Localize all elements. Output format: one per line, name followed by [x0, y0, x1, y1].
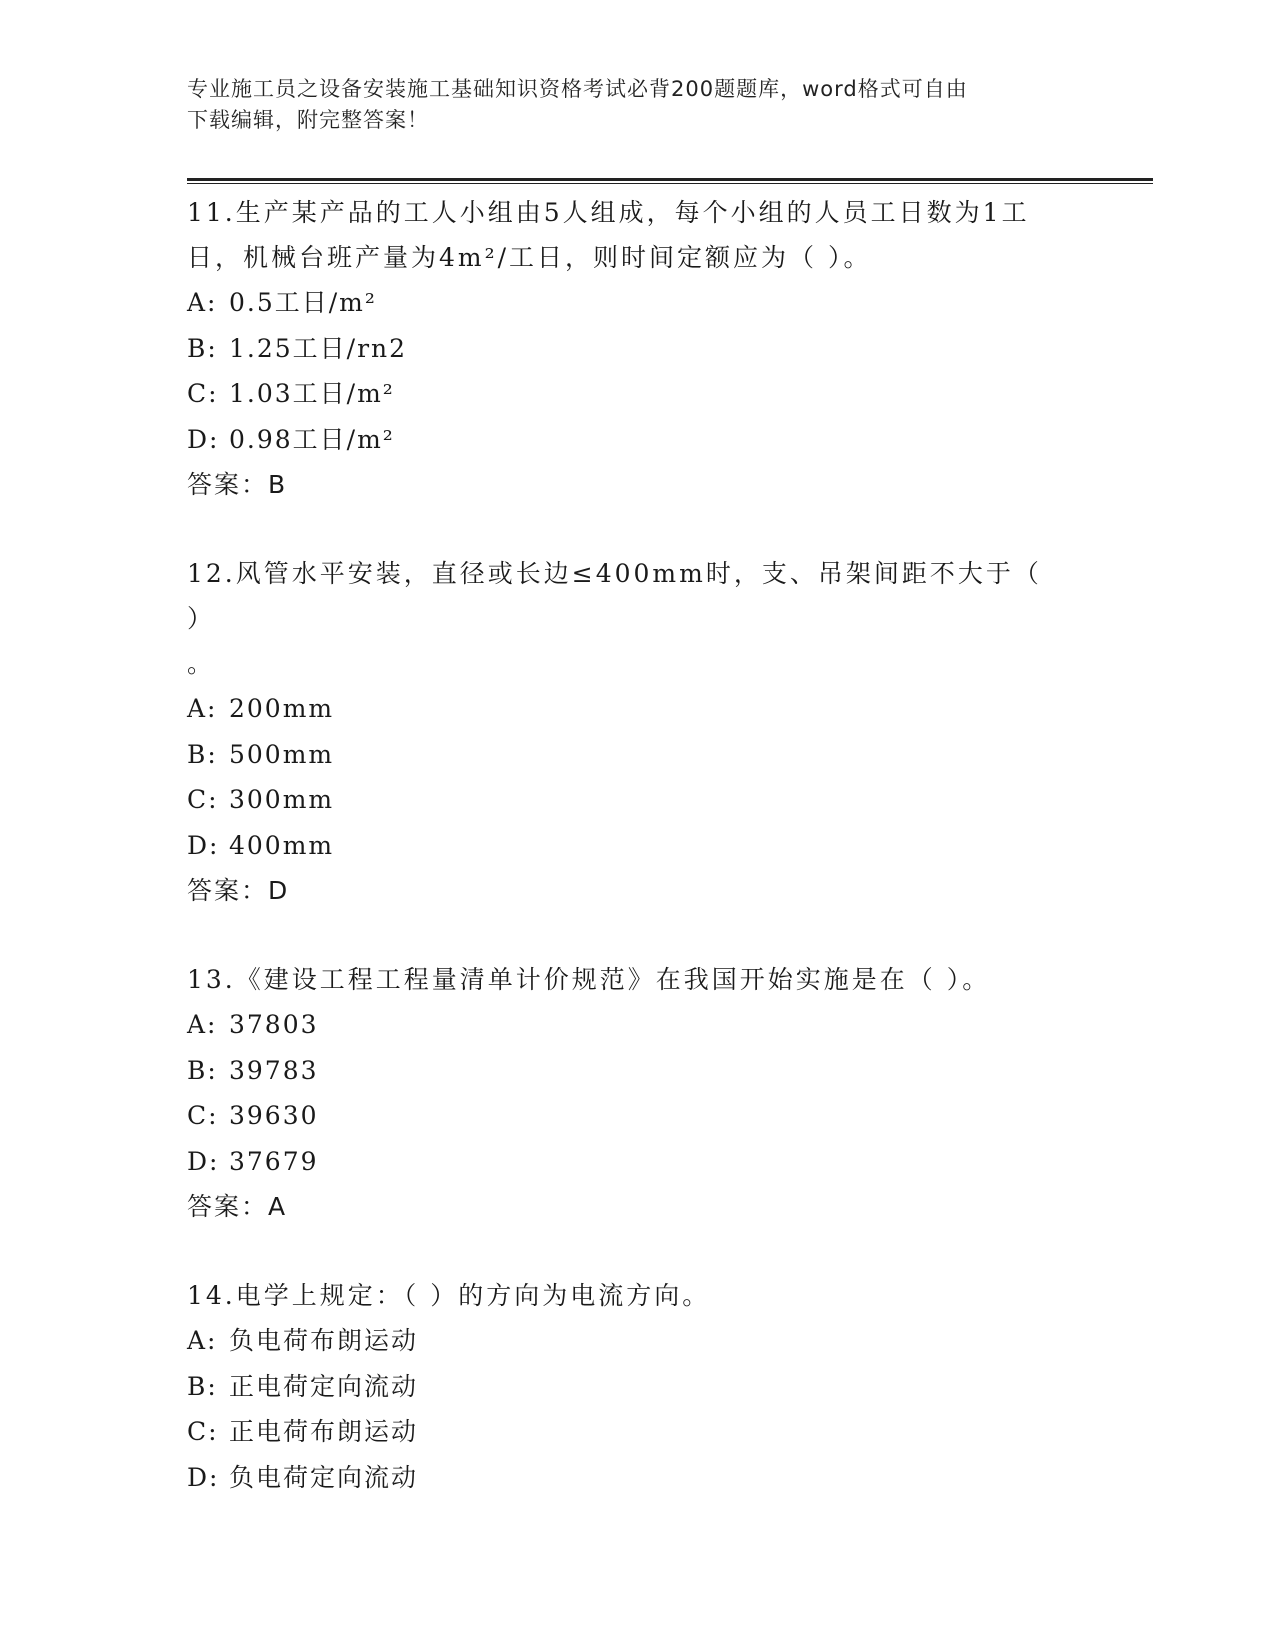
option-text: 500mm — [229, 739, 335, 769]
question-list — [187, 190, 1067, 1500]
question-stem-line-1: 11.生产某产品的工人小组由5人组成，每个小组的人员工日数为1工 — [187, 198, 1030, 227]
option-key: B: — [187, 1055, 218, 1085]
option-key: C: — [187, 1417, 219, 1446]
option-text: 39630 — [229, 1101, 319, 1130]
option-key: A: — [187, 288, 218, 317]
option-text: 1.03工日/m² — [229, 379, 395, 408]
option-key: D: — [187, 1462, 220, 1492]
answer-line: 答案：D — [187, 876, 290, 905]
question-13 — [187, 957, 1067, 1229]
option-text: 0.98工日/m² — [229, 424, 395, 454]
question-stem-line-2: 日，机械台班产量为4m²/工日，则时间定额应为（ ）。 — [187, 243, 872, 272]
option-c — [187, 777, 1067, 823]
option-text: 400mm — [229, 830, 335, 860]
option-c — [187, 371, 1067, 417]
option-key: A: — [187, 1326, 218, 1355]
option-key: C: — [187, 379, 219, 408]
option-text: 0.5工日/m² — [229, 288, 377, 317]
option-text: 负电荷布朗运动 — [229, 1326, 419, 1355]
option-a — [187, 686, 1067, 732]
option-b — [187, 1048, 1067, 1094]
option-key: A: — [187, 694, 218, 723]
question-spacer — [187, 913, 1067, 957]
option-c — [187, 1093, 1067, 1139]
option-key: C: — [187, 785, 219, 814]
header-divider-thin — [187, 183, 1153, 184]
option-key: B: — [187, 333, 218, 363]
option-text: 37803 — [229, 1010, 319, 1039]
question-stem-line-2: 。 — [187, 649, 216, 678]
option-d — [187, 417, 1067, 463]
option-b — [187, 326, 1067, 372]
question-stem — [187, 551, 1067, 686]
option-text: 200mm — [229, 694, 335, 723]
header-line-2: 下载编辑，附完整答案！ — [187, 108, 429, 132]
option-text: 300mm — [229, 785, 335, 814]
option-key: A: — [187, 1010, 218, 1039]
header-line-1: 专业施工员之设备安装施工基础知识资格考试必背200题题库，word格式可自由 — [187, 77, 968, 101]
option-b — [187, 732, 1067, 778]
option-key: D: — [187, 424, 220, 454]
question-stem: 14.电学上规定：（ ）的方向为电流方向。 — [187, 1281, 711, 1310]
option-text: 负电荷定向流动 — [229, 1462, 419, 1492]
option-c — [187, 1409, 1067, 1455]
question-stem-line-1: 12.风管水平安装，直径或长边≤400mm时，支、吊架间距不大于（ ） — [187, 559, 1042, 633]
option-text: 37679 — [229, 1146, 319, 1176]
option-d — [187, 823, 1067, 869]
question-spacer — [187, 1229, 1067, 1273]
question-12 — [187, 551, 1067, 913]
answer-line: 答案：B — [187, 470, 288, 499]
header-divider-thick — [187, 178, 1153, 181]
option-key: D: — [187, 830, 220, 860]
question-11 — [187, 190, 1067, 507]
option-a — [187, 1318, 1067, 1364]
question-14 — [187, 1273, 1067, 1500]
option-a — [187, 280, 1067, 326]
option-text: 正电荷布朗运动 — [229, 1417, 419, 1446]
question-spacer — [187, 507, 1067, 551]
document-header — [187, 74, 1067, 136]
option-d — [187, 1139, 1067, 1185]
option-d — [187, 1455, 1067, 1501]
answer-line: 答案：A — [187, 1192, 288, 1221]
option-key: D: — [187, 1146, 220, 1176]
option-text: 39783 — [229, 1055, 319, 1085]
option-text: 正电荷定向流动 — [229, 1371, 419, 1401]
option-key: B: — [187, 1371, 218, 1401]
question-stem: 13.《建设工程工程量清单计价规范》在我国开始实施是在（ ）。 — [187, 965, 991, 994]
option-key: C: — [187, 1101, 219, 1130]
option-a — [187, 1002, 1067, 1048]
option-text: 1.25工日/rn2 — [229, 333, 408, 363]
option-b — [187, 1364, 1067, 1410]
option-key: B: — [187, 739, 218, 769]
question-stem — [187, 190, 1067, 280]
